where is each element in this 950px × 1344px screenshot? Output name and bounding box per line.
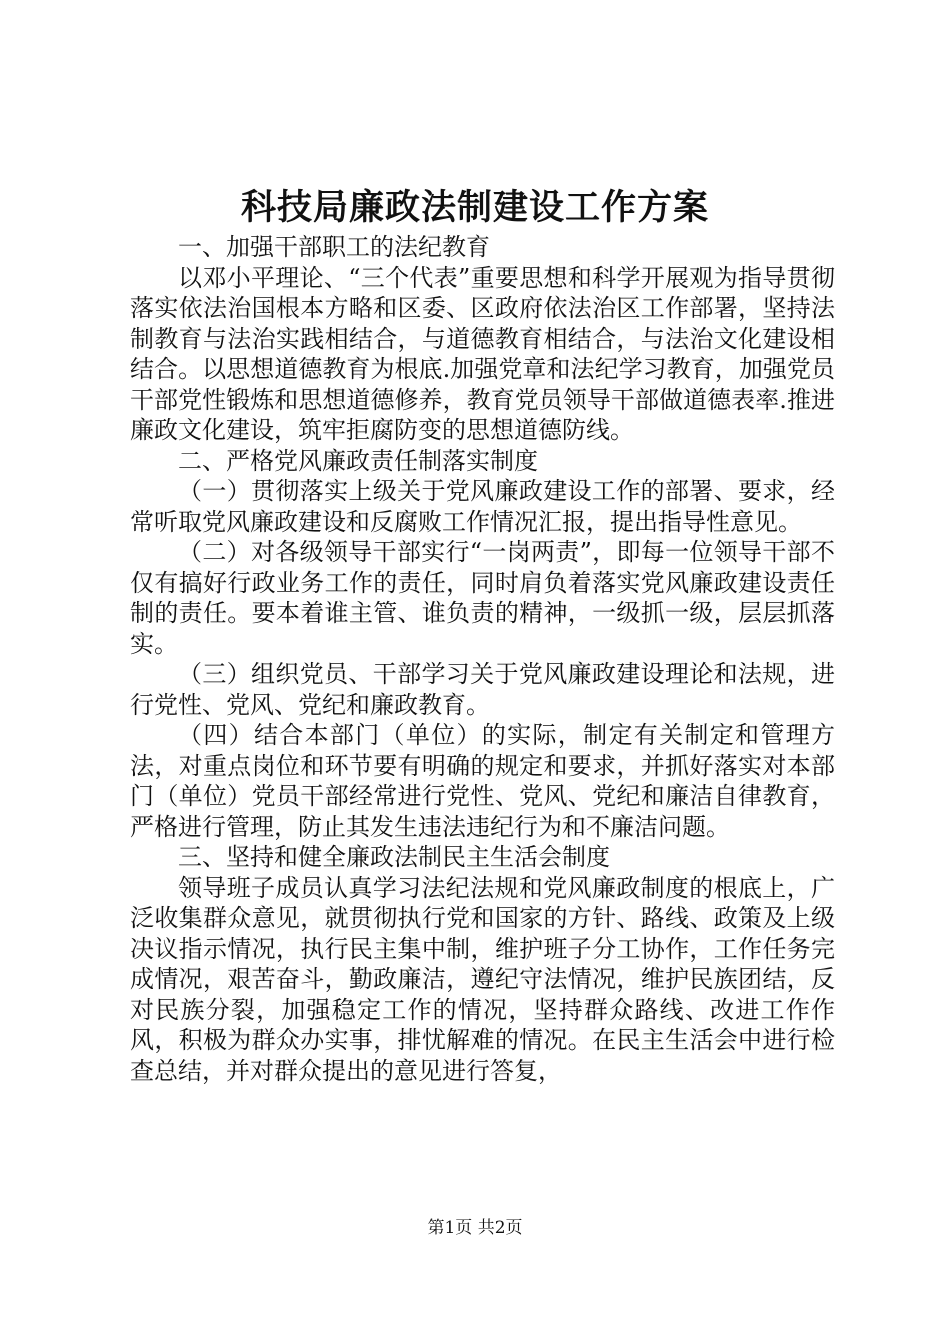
paragraph: （三）组织党员、干部学习关于党风廉政建设理论和法规，进行党性、党风、党纪和廉政教育。 [130, 660, 835, 719]
paragraph: 以邓小平理论、“三个代表”重要思想和科学开展观为指导贯彻落实依法治国根本方略和区委、区政府依法治区工作部署，坚持法制教育与法治实践相结合，与道德教育相结合，与法治文化建设相结合。以思想道德教育为根底.加强党章和法纪学习教育，加强党员干部党性锻炼和思想道德修养，教育党员领导干部做道德表率.推进廉政文化建设，筑牢拒腐防变的思想道德防线。 [130, 263, 835, 444]
paragraph: （一）贯彻落实上级关于党风廉政建设工作的部署、要求，经常听取党风廉政建设和反腐败工作情况汇报，提出指导性意见。 [130, 477, 835, 536]
document-body [130, 232, 835, 1086]
section-heading-1: 一、加强干部职工的法纪教育 [178, 233, 490, 261]
page-footer: 第1页 共2页 [427, 1218, 523, 1238]
section-heading-2: 二、严格党风廉政责任制落实制度 [178, 446, 538, 475]
paragraph: （四）结合本部门（单位）的实际，制定有关制定和管理方法，对重点岗位和环节要有明确的规定和要求，并抓好落实对本部门（单位）党员干部经常进行党性、党风、党纪和廉洁自律教育，严格进行管理，防止其发生违法违纪行为和不廉洁问题。 [130, 721, 835, 841]
section-heading-3: 三、坚持和健全廉政法制民主生活会制度 [178, 843, 610, 871]
paragraph: 领导班子成员认真学习法纪法规和党风廉政制度的根底上，广泛收集群众意见，就贯彻执行党和国家的方针、路线、政策及上级决议指示情况，执行民主集中制，维护班子分工协作，工作任务完成情况，艰苦奋斗，勤政廉洁，遵纪守法情况，维护民族团结，反对民族分裂，加强稳定工作的情况，坚持群众路线、改进工作作风，积极为群众办实事，排忧解难的情况。在民主生活会中进行检查总结，并对群众提出的意见进行答复， [130, 873, 835, 1085]
document-title: 科技局廉政法制建设工作方案 [240, 187, 709, 228]
paragraph: （二）对各级领导干部实行“一岗两责”，即每一位领导干部不仅有搞好行政业务工作的责任，同时肩负着落实党风廉政建设责任制的责任。要本着谁主管、谁负责的精神，一级抓一级，层层抓落实。 [130, 538, 835, 658]
